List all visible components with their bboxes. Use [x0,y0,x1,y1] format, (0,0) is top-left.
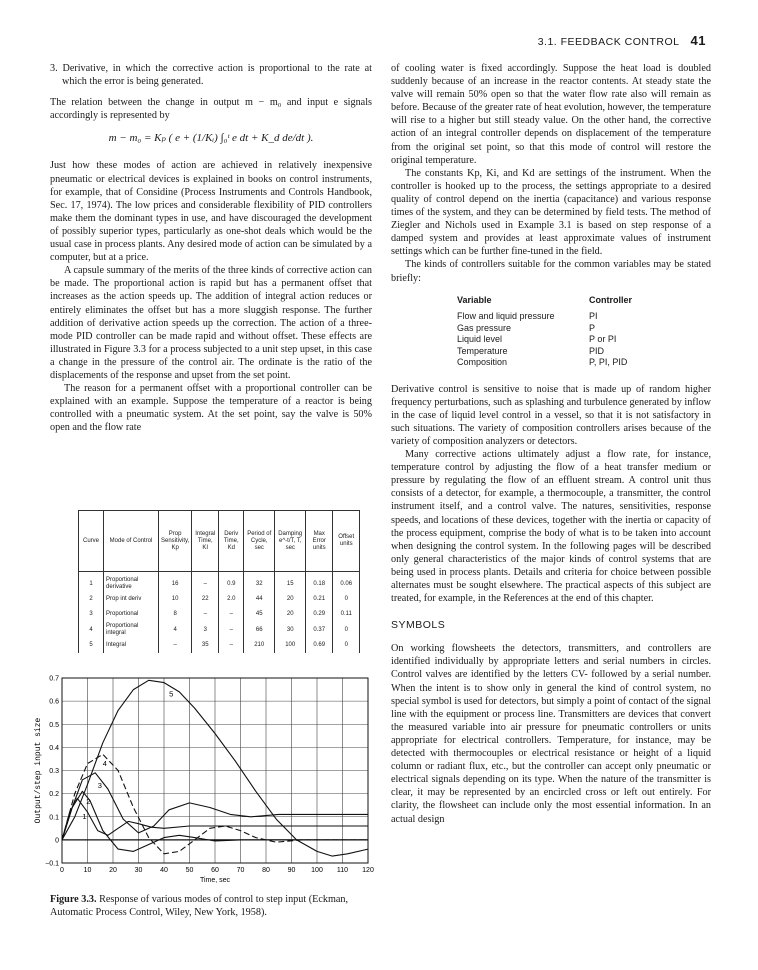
paragraph: The relation between the change in output m − m₀ and input e signals accordingly is represented by [50,97,372,122]
controller-table [457,295,632,369]
table-cell: 0.21 [306,592,333,607]
table-cell: 0.37 [306,622,333,638]
paragraph: Derivative control is sensitive to noise that is made up of random higher frequency perturbations, such as splashing and turbulence generated by inflow in the case of liquid level control in a vessel, so that it is not satisfactory in such situations. The variety of composition controllers arises because of the variety of composition analyzers or detectors. [391,383,711,447]
x-tick-label: 60 [211,867,219,874]
table-cell: Proportional integral [104,622,159,638]
list-item-derivative: 3. Derivative, in which the corrective action is proportional to the rate at which the error is being generated. [50,63,372,88]
y-axis-label: Output/step input size [34,717,43,824]
y-tick-label: 0.4 [49,744,59,752]
table-cell: 0 [333,592,360,607]
y-tick-label: 0 [55,837,59,845]
table-cell: Prop int deriv [104,592,159,607]
table-row [79,607,360,622]
table-cell: 20 [275,592,306,607]
series-label: 4 [102,758,107,768]
table-cell: 8 [159,607,192,622]
y-tick-label: 0.1 [49,814,59,822]
table-row [457,357,632,369]
table-cell: 22 [192,592,219,607]
series-label: 3 [97,780,102,790]
paragraph: The constants Kp, Ki, and Kd are settings of the instrument. When the controller is hooked up to the process, the settings appropriate to a desired quality of control depend on the inertia (capacitance) and various response times of the system, and they can be determined by field tests. The method of Ziegler and Nichols used in Example 3.1 is based on step response of a damped system and provides at least approximate values of instrument settings which can be further fine-tuned in the field. [391,167,711,258]
x-tick-label: 110 [336,867,349,874]
table-cell: Gas pressure [457,322,512,333]
table-cell: – [192,572,219,593]
table-cell: 10 [159,592,192,607]
x-tick-label: 80 [262,867,270,874]
pid-equation: m − m₀ = Kₚ ( e + (1/Kᵢ) ∫₀ᵗ e dt + K_d de/dt ). [108,132,314,145]
y-tick-label: 0.2 [49,791,59,799]
table-cell: 5 [79,638,104,653]
page-number: 41 [690,33,706,48]
mode-table-header: Integral Time, KI [192,511,219,572]
table-cell: 100 [275,638,306,653]
table-cell: – [192,607,219,622]
table-cell: – [219,607,244,622]
table-cell: 15 [275,572,306,593]
paragraph: of cooling water is fixed accordingly. Suppose the heat load is doubled suddenly because of an increase in the reactor contents. At steady state the valve will remain 50% open so that the water flow rate also will remain as before. Because of the greater rate of heat evolution, however, the temperature will rise to a higher but still steady value. On the other hand, the corrective action of an integral controller depends on displacement of the temperature from the original set point, so that this mode of control will restore the original temperature. [391,63,711,166]
table-cell: 20 [275,607,306,622]
table-body [79,572,360,654]
table-cell: 35 [192,638,219,653]
table-cell: Liquid level [457,334,503,345]
table-cell: Temperature [457,345,508,356]
paragraph: The kinds of controllers suitable for the common variables may be stated briefly: [391,259,711,284]
table-cell: 0.18 [306,572,333,593]
series-label: 5 [169,689,174,699]
table-cell: 3 [192,622,219,638]
paragraph: The reason for a permanent offset with a proportional controller can be explained with an example. Suppose the temperature of a reactor is being controlled with a pneumatic system. At the set point, say the valve is 50% open and the flow rate [50,383,372,434]
table-cell: 0 [333,638,360,653]
table-cell: 0.9 [219,572,244,593]
mode-table-header: Max Error units [306,511,333,572]
table-cell: Flow and liquid pressure [457,311,555,322]
section-heading-symbols: SYMBOLS [391,619,446,632]
control-mode-table [78,510,360,653]
controller-table-header: Controller [589,294,633,305]
y-tick-label: 0.3 [49,768,59,775]
table-cell: 44 [244,592,275,607]
series-label: 2 [86,797,91,807]
table-cell: 4 [159,622,192,638]
x-tick-label: 70 [236,867,245,874]
table-cell: Proportional [104,607,159,622]
table-cell: 45 [244,607,275,622]
table-row [457,311,632,323]
right-column [391,62,711,826]
mode-table-header: Mode of Control [104,511,159,572]
figure-caption-text: Response of various modes of control to step input (Eckman, Automatic Process Control, Wiley, New York, 1958). [50,894,349,918]
mode-table-header: Offset units [333,511,360,572]
table-row [79,592,360,607]
figure-label: Figure 3.3. [50,894,97,905]
table-row [457,346,632,358]
x-tick-label: 100 [311,867,323,874]
table-cell: P, PI, PID [589,357,628,368]
x-tick-label: 40 [160,867,168,874]
y-tick-label: 0.5 [49,721,59,729]
table-cell: P or PI [589,334,617,345]
x-axis-label: Time, sec [199,877,231,884]
y-tick-label: 0.6 [49,698,59,706]
x-tick-label: 20 [109,867,117,874]
mode-table-header: Curve [79,511,104,572]
running-header [538,33,706,48]
table-row [79,638,360,653]
table-cell: Proportional derivative [104,572,159,593]
paragraph: Just how these modes of action are achieved in relatively inexpensive pneumatic or electrical devices is explained in books on control instruments, for example, that of Considine (Process Instruments and Controls Handbook, Sec. 17, 1974). The low prices and considerable flexibility of PID controllers make them the dominant types in use, and have discouraged the development of possibly superior types, particularly as one-shot deals which would be the usual case in process plants. Any desired mode of action can be simulated by a computer, but at a price. [50,160,372,264]
table-cell: PI [589,311,598,322]
paragraph: A capsule summary of the merits of the three kinds of corrective action can be made. The proportional action is rapid but has a permanent offset that increases as the action speeds up. The addition of integral action reduces or entirely eliminates the offset but has a more sluggish response. The further addition of derivative action speeds up the correction. The action of a three-mode PID controller can be made rapid and without offset. These effects are illustrated in Figure 3.3 for a process subjected to a unit step upset, in this case a change in the pressure of the control air. The ordinate is the ratio of the displacements of the response and upset from the set point. [50,265,372,381]
table-cell: 0.29 [306,607,333,622]
mode-table-header: Damping e^-t/T, T, sec [275,511,306,572]
table-row [79,622,360,638]
table-cell: 0.11 [333,607,360,622]
x-tick-label: 50 [185,867,194,874]
mode-table-header: Prop Sensitivity, Kp [159,511,192,572]
table-cell: 0.69 [306,638,333,653]
table-cell: 16 [159,572,192,593]
x-tick-label: 120 [362,867,374,874]
table-cell: 0.06 [333,572,360,593]
table-cell: Integral [104,638,159,653]
response-chart [0,670,380,892]
table-cell: 30 [275,622,306,638]
controller-table-header: Variable [457,294,492,305]
table-row [79,572,360,593]
table-cell: 32 [244,572,275,593]
table-cell: – [219,622,244,638]
table-cell: 3 [79,607,104,622]
figure-caption [50,893,372,919]
table-cell: – [219,638,244,653]
mode-table-header: Period of Cycle, sec [244,511,275,572]
series-label: 1 [82,812,87,822]
table-cell: – [159,638,192,653]
y-tick-label: 0.7 [49,675,59,683]
table-row [457,323,632,335]
x-tick-label: 10 [83,867,92,874]
control-mode-table-wrap [78,510,360,653]
table-row [457,334,632,346]
x-tick-label: 90 [287,867,296,874]
x-tick-label: 30 [134,867,143,874]
table-cell: P [589,322,596,333]
table-cell: PID [589,345,605,356]
table-cell: 210 [244,638,275,653]
table-cell: 66 [244,622,275,638]
table-cell: 2 [79,592,104,607]
y-tick-label: −0.1 [45,860,59,868]
paragraph: Many corrective actions ultimately adjust a flow rate, for instance, temperature control by adjusting the flow of a heat transfer medium or pressure by regulating the flow of an effluent stream. A control unit thus consists of a detector, for example, a thermocouple, a transmitter, the control instrument itself, and a control valve. The natures, sensitivities, response speeds, and locations of these devices, together with the inertia or capacity of the process equipment, comprise the body of what is to be taken into account when designing the control system. In the following pages will be described only general characteristics of the major kinds of control systems that are being used in process plants. Details and criteria for choice between possible alternates must be sought elsewhere. The practical aspects of this subject are treated, for example, in the References at the end of this chapter. [391,449,711,605]
table-cell: 4 [79,622,104,638]
x-tick-label: 0 [60,867,64,874]
table-header-row [79,511,360,572]
mode-table-header: Deriv Time, Kd [219,511,244,572]
table-cell: 1 [79,572,104,593]
paragraph: On working flowsheets the detectors, transmitters, and controllers are identified individually by appropriate letters and serial numbers in circles. Control valves are identified by the letters CV- followed by a serial number. When the intent is to show only in general the kind of control system, no special symbol is used for detectors, but simply a point of contact of the signal line with the equipment or process line. Transmitters are devices that convert the measured variable into air pressure for pneumatic controllers or units appropriate for electrical controllers. Temperature, for instance, may be detected with thermocouples or electrical resistance or height of a liquid column or radiant flux, etc., but the controller can accept only pneumatic or electrical signals depending on its type. When the nature of the transmitter is clear, it may be represented by an encircled cross or left out entirely. For clarity, the flowsheet can include only the most essential information. In an actual design [391,643,711,825]
table-cell: 0 [333,622,360,638]
table-cell: 2.0 [219,592,244,607]
table-cell: Composition [457,357,508,368]
left-column [50,62,372,434]
section-title: 3.1. FEEDBACK CONTROL [537,36,680,48]
